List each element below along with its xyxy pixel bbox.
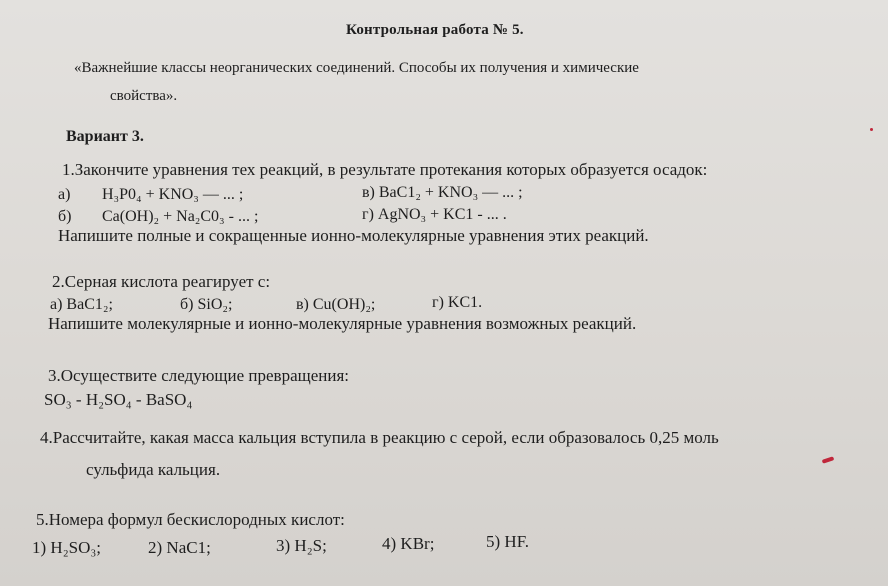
q5-option-2: 2) NaC1; — [148, 538, 211, 557]
q3-chain: SO₃ - H₂SO₄ - BaSO₄ — [44, 390, 193, 409]
q4-line-2: сульфида кальция. — [86, 460, 221, 479]
q4-line-1: 4.Рассчитайте, какая масса кальция вступила в реакцию с серой, если образовалось 0,25 моль — [40, 428, 719, 447]
topic-line-1: «Важнейшие классы неорганических соединений. Способы их получения и химические — [74, 60, 639, 76]
red-pen-dot — [870, 128, 873, 131]
q1-b-equation: Ca(OH)₂ + Na₂C0₃ - ... ; — [102, 208, 259, 225]
q5-option-3: 3) H₂S; — [276, 536, 327, 555]
q2-option-g: г) KC1. — [432, 294, 483, 311]
red-pen-mark — [822, 456, 835, 464]
q2-option-b: б) SiO₂; — [180, 296, 233, 313]
q5-option-4: 4) KBr; — [382, 534, 435, 553]
q2-option-v: в) Cu(OH)₂; — [296, 296, 376, 313]
q1-v-equation: в) BaC1₂ + KNO₃ — ... ; — [362, 184, 523, 201]
q2-option-a: а) BaC1₂; — [50, 296, 113, 313]
topic-line-2: свойства». — [110, 88, 178, 104]
q5-text: 5.Номера формул бескислородных кислот: — [36, 510, 345, 529]
page-title: Контрольная работа № 5. — [346, 22, 524, 38]
q1-g-equation: г) AgNO₃ + KC1 - ... . — [362, 206, 507, 223]
q5-option-5: 5) HF. — [486, 532, 530, 551]
q5-option-1: 1) H₂SO₃; — [32, 538, 101, 557]
q1-task: Напишите полные и сокращенные ионно-молекулярные уравнения этих реакций. — [58, 226, 649, 245]
q1-text: 1.Закончите уравнения тех реакций, в результате протекания которых образуется осадок: — [62, 160, 708, 179]
q1-a-equation: H₃P0₄ + KNO₃ — ... ; — [102, 186, 244, 203]
q1-b-label: б) — [58, 208, 72, 225]
variant-heading: Вариант 3. — [66, 128, 144, 145]
q1-a-label: а) — [58, 186, 71, 203]
q2-text: 2.Серная кислота реагирует с: — [52, 272, 271, 291]
q3-text: 3.Осуществите следующие превращения: — [48, 366, 350, 385]
q2-task: Напишите молекулярные и ионно-молекулярные уравнения возможных реакций. — [48, 314, 637, 333]
